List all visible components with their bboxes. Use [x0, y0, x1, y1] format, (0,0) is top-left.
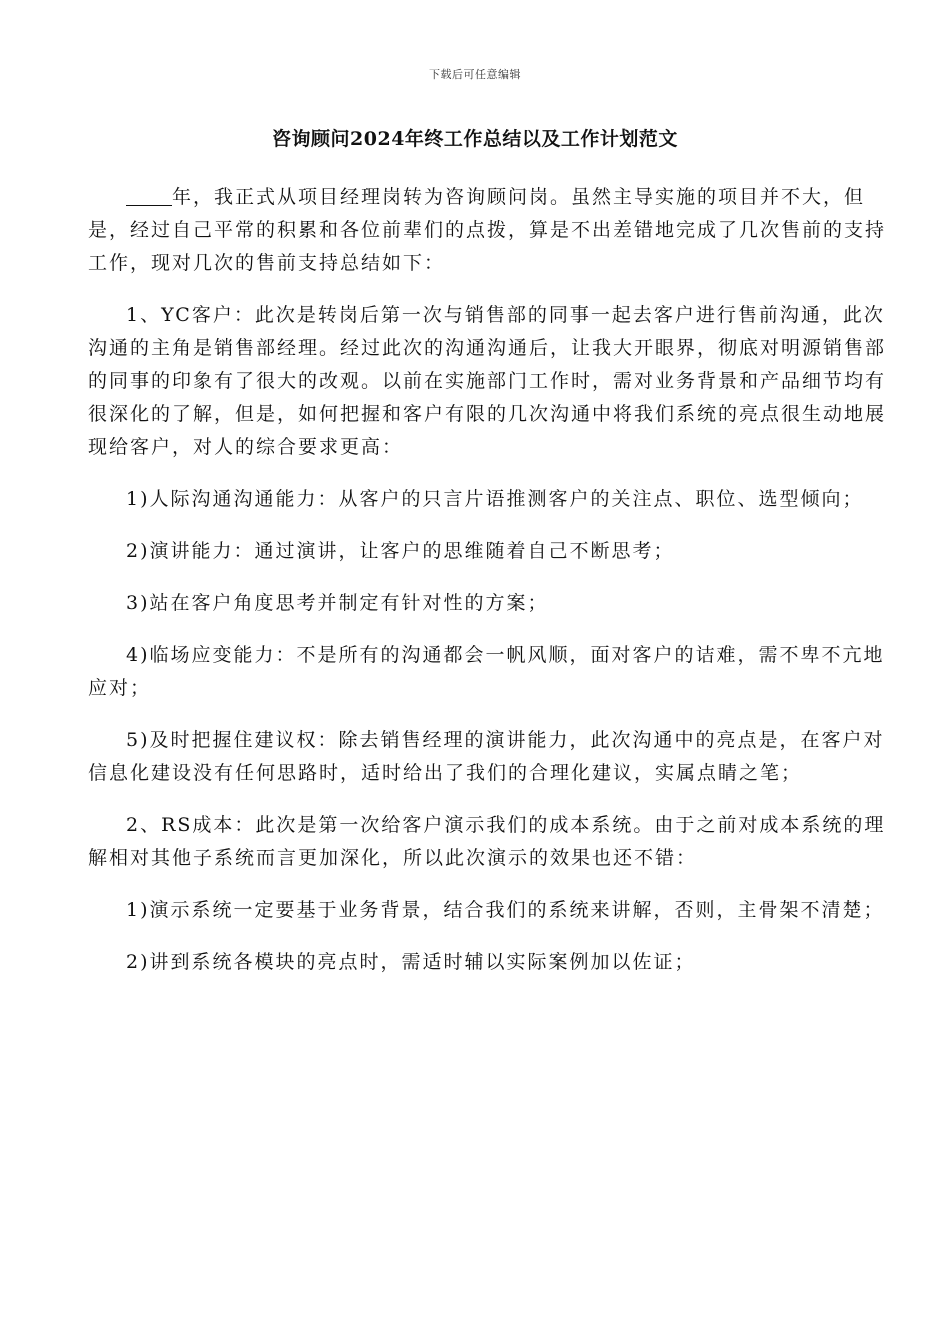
paragraph-rs-cost: 2、RS成本：此次是第一次给客户演示我们的成本系统。由于之前对成本系统的理解相对其他子系统而言更加深化，所以此次演示的效果也还不错：: [88, 814, 886, 869]
intro-paragraph: [88, 181, 888, 280]
paragraph-item-1: 1)人际沟通沟通能力：从客户的只言片语推测客户的关注点、职位、选型倾向；: [126, 488, 864, 510]
paragraph-demo-item-2: 2)讲到系统各模块的亮点时，需适时辅以实际案例加以佐证；: [126, 951, 696, 973]
intro-text: 年，我正式从项目经理岗转为咨询顾问岗。虽然主导实施的项目并不大，但是，经过自己平常的积累和各位前辈们的点拨，算是不出差错地完成了几次售前的支持工作，现对几次的售前支持总结如下：: [88, 186, 887, 274]
paragraph-item-2: 2)演讲能力：通过演讲，让客户的思维随着自己不断思考；: [126, 540, 675, 562]
paragraph-item-3: 3)站在客户角度思考并制定有针对性的方案；: [126, 592, 549, 614]
paragraph-yc-client: 1、YC客户：此次是转岗后第一次与销售部的同事一起去客户进行售前沟通，此次沟通的主角是销售部经理。经过此次的沟通沟通后，让我大开眼界，彻底对明源销售部的同事的印象有了很大的改观。以前在实施部门工作时，需对业务背景和产品细节均有很深化的了解，但是，如何把握和客户有限的几次沟通中将我们系统的亮点很生动地展现给客户，对人的综合要求更高：: [88, 304, 887, 458]
header-note: 下载后可任意编辑: [429, 68, 521, 81]
paragraph-demo-item-1: 1)演示系统一定要基于业务背景，结合我们的系统来讲解，否则，主骨架不清楚；: [126, 899, 885, 921]
paragraph-item-4: 4)临场应变能力：不是所有的沟通都会一帆风顺，面对客户的诘难，需不卑不亢地应对；: [88, 644, 885, 699]
document-title: 咨询顾问2024年终工作总结以及工作计划范文: [272, 128, 678, 150]
fill-in-blank: [126, 187, 172, 206]
paragraph-item-5: 5)及时把握住建议权：除去销售经理的演讲能力，此次沟通中的亮点是，在客户对信息化建设没有任何思路时，适时给出了我们的合理化建议，实属点睛之笔；: [88, 729, 885, 784]
document-body: [88, 181, 888, 998]
